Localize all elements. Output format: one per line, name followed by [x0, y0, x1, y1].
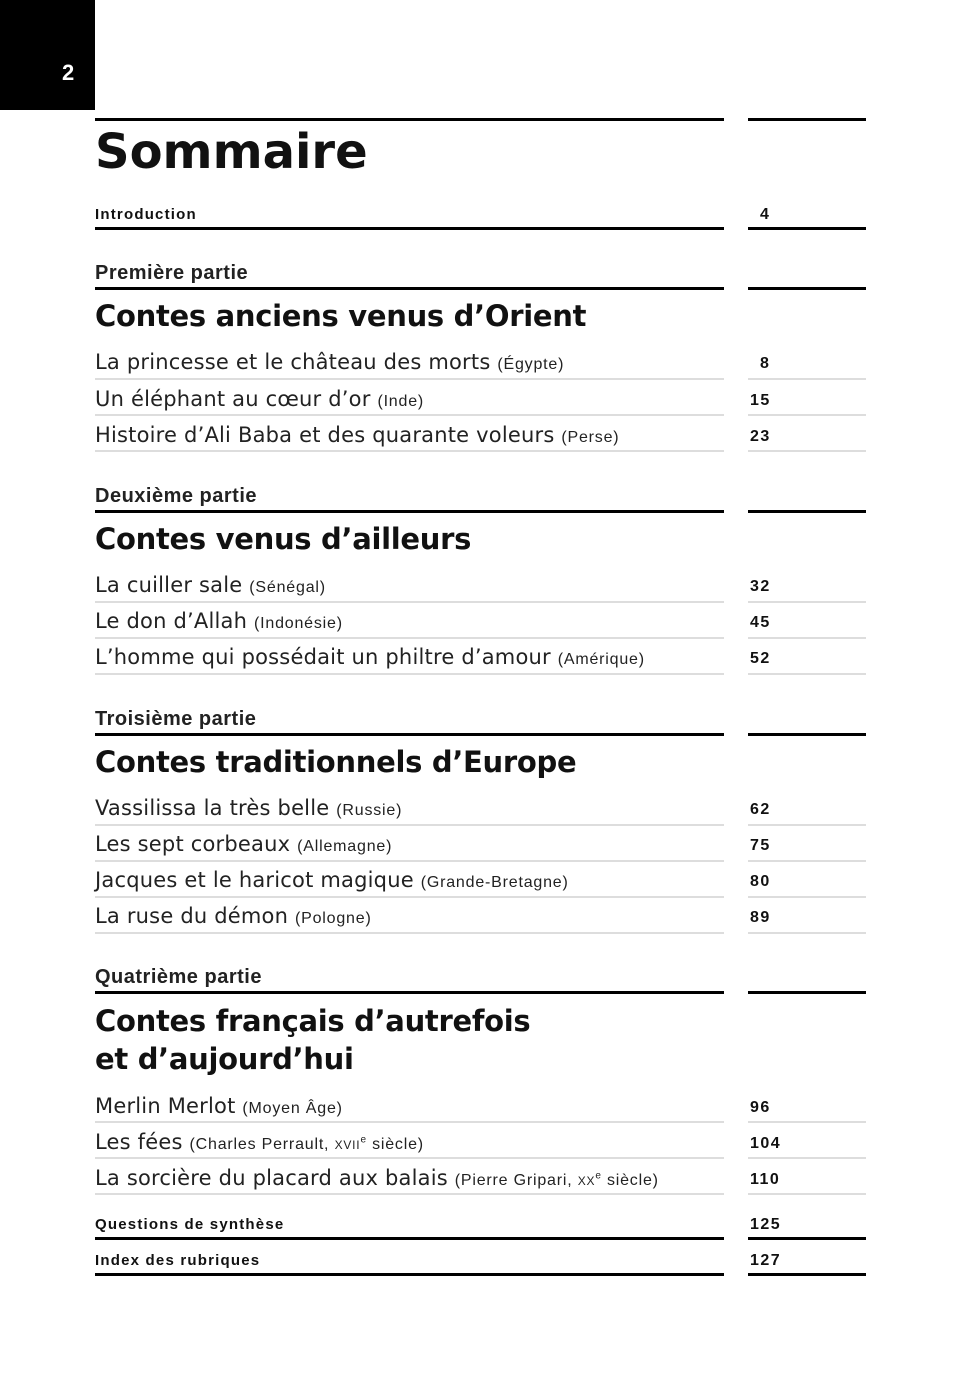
superscript: e: [595, 1170, 602, 1182]
page-ref: 127: [750, 1252, 782, 1269]
divider: [95, 824, 724, 826]
divider: [748, 673, 866, 675]
entry-title: Merlin Merlot: [95, 1094, 236, 1118]
page-ref: 110: [750, 1171, 781, 1188]
page-ref: 15: [750, 392, 771, 409]
divider: [748, 414, 866, 416]
divider: [95, 1193, 724, 1195]
divider: [95, 1121, 724, 1123]
part-heading: Contes français d’autrefois: [95, 1004, 531, 1038]
divider: [95, 673, 724, 675]
entry-note: (Russie): [336, 802, 403, 819]
page-ref: 52: [750, 650, 771, 667]
entry-note: (Perse): [561, 429, 620, 446]
toc-synthese: Questions de synthèse: [95, 1216, 285, 1233]
divider: [95, 637, 724, 639]
note-text: siècle): [366, 1136, 424, 1153]
divider: [748, 601, 866, 603]
divider: [748, 932, 866, 934]
divider: [95, 414, 724, 416]
page-ref: 104: [750, 1135, 782, 1152]
entry-title: Histoire d’Ali Baba et des quarante voleurs: [95, 423, 555, 447]
divider: [95, 510, 724, 513]
page-ref: 32: [750, 578, 771, 595]
part-heading-line2: et d’aujourd’hui: [95, 1042, 354, 1076]
part-label: Troisième partie: [95, 708, 257, 730]
divider: [95, 991, 724, 994]
divider: [95, 932, 724, 934]
page-ref: 89: [750, 909, 771, 926]
toc-entry: [95, 796, 402, 820]
entry-title: Un éléphant au cœur d’or: [95, 387, 371, 411]
divider: [748, 733, 866, 736]
divider: [748, 118, 866, 121]
page-ref: 23: [750, 428, 771, 445]
entry-title: L’homme qui possédait un philtre d’amour: [95, 645, 551, 669]
superscript: e: [360, 1134, 367, 1146]
entry-note: (Grande-Bretagne): [420, 874, 569, 891]
toc-entry: [95, 573, 326, 597]
entry-title: Jacques et le haricot magique: [95, 868, 414, 892]
entry-title: La sorcière du placard aux balais: [95, 1166, 448, 1190]
century: XVII: [334, 1138, 361, 1152]
page-ref: 62: [750, 801, 771, 818]
page-ref: 96: [750, 1099, 771, 1116]
entry-note: (Indonésie): [254, 615, 343, 632]
divider: [95, 601, 724, 603]
divider: [748, 287, 866, 290]
entry-title: Les fées: [95, 1130, 183, 1154]
divider: [95, 450, 724, 452]
toc-entry: [95, 832, 392, 856]
divider: [748, 378, 866, 380]
toc-entry: [95, 387, 424, 411]
entry-note: (Sénégal): [249, 579, 326, 596]
part-label: Deuxième partie: [95, 485, 258, 507]
divider: [748, 1121, 866, 1123]
divider: [748, 510, 866, 513]
divider: [748, 1273, 866, 1276]
divider: [748, 450, 866, 452]
entry-title: La princesse et le château des morts: [95, 350, 491, 374]
note-text: (Pierre Gripari,: [454, 1172, 578, 1189]
page-ref: 125: [750, 1216, 782, 1233]
page-ref: 45: [750, 614, 771, 631]
entry-title: Vassilissa la très belle: [95, 796, 330, 820]
part-heading: Contes traditionnels d’Europe: [95, 745, 577, 779]
toc-entry: [95, 1130, 424, 1154]
divider: [748, 896, 866, 898]
divider: [748, 1193, 866, 1195]
entry-note: [455, 1172, 659, 1189]
divider: [95, 227, 724, 230]
divider: [748, 860, 866, 862]
part-label: Quatrième partie: [95, 966, 262, 988]
part-heading: Contes venus d’ailleurs: [95, 522, 472, 556]
divider: [95, 1273, 724, 1276]
part-heading: Contes anciens venus d’Orient: [95, 299, 587, 333]
divider: [748, 1237, 866, 1240]
page-title: Sommaire: [95, 124, 368, 180]
entry-title: Les sept corbeaux: [95, 832, 291, 856]
toc-index: Index des rubriques: [95, 1252, 261, 1269]
toc-entry: [95, 904, 372, 928]
divider: [95, 1237, 724, 1240]
entry-title: Le don d’Allah: [95, 609, 248, 633]
part-label: Première partie: [95, 262, 249, 284]
entry-note: (Égypte): [497, 356, 565, 373]
entry-note: (Allemagne): [297, 838, 393, 855]
page-ref: 80: [750, 873, 771, 890]
century: XX: [577, 1174, 596, 1188]
page-number-box: [0, 0, 95, 110]
entry-note: (Amérique): [557, 651, 645, 668]
toc-entry: [95, 868, 569, 892]
toc-entry: [95, 645, 645, 669]
divider: [748, 637, 866, 639]
entry-note: (Inde): [377, 393, 425, 410]
page-ref: 75: [750, 837, 771, 854]
toc-entry: [95, 423, 619, 447]
divider: [95, 118, 724, 121]
entry-title: La ruse du démon: [95, 904, 289, 928]
divider: [748, 991, 866, 994]
toc-introduction: Introduction: [95, 206, 197, 223]
entry-note: (Pologne): [295, 910, 372, 927]
toc-entry: [95, 1094, 343, 1118]
toc-entry: [95, 1166, 659, 1190]
entry-note: (Moyen Âge): [242, 1100, 343, 1117]
entry-note: [190, 1136, 424, 1153]
divider: [748, 1157, 866, 1159]
divider: [95, 378, 724, 380]
entry-title: La cuiller sale: [95, 573, 243, 597]
page-ref: 8: [760, 355, 771, 372]
page-ref: 4: [760, 206, 771, 223]
divider: [95, 287, 724, 290]
divider: [95, 896, 724, 898]
divider: [748, 824, 866, 826]
page-number: 2: [62, 60, 75, 85]
toc-entry: [95, 609, 343, 633]
note-text: (Charles Perrault,: [189, 1136, 335, 1153]
note-text: siècle): [601, 1172, 659, 1189]
toc-entry: [95, 350, 564, 374]
divider: [95, 860, 724, 862]
divider: [95, 733, 724, 736]
divider: [95, 1157, 724, 1159]
divider: [748, 227, 866, 230]
